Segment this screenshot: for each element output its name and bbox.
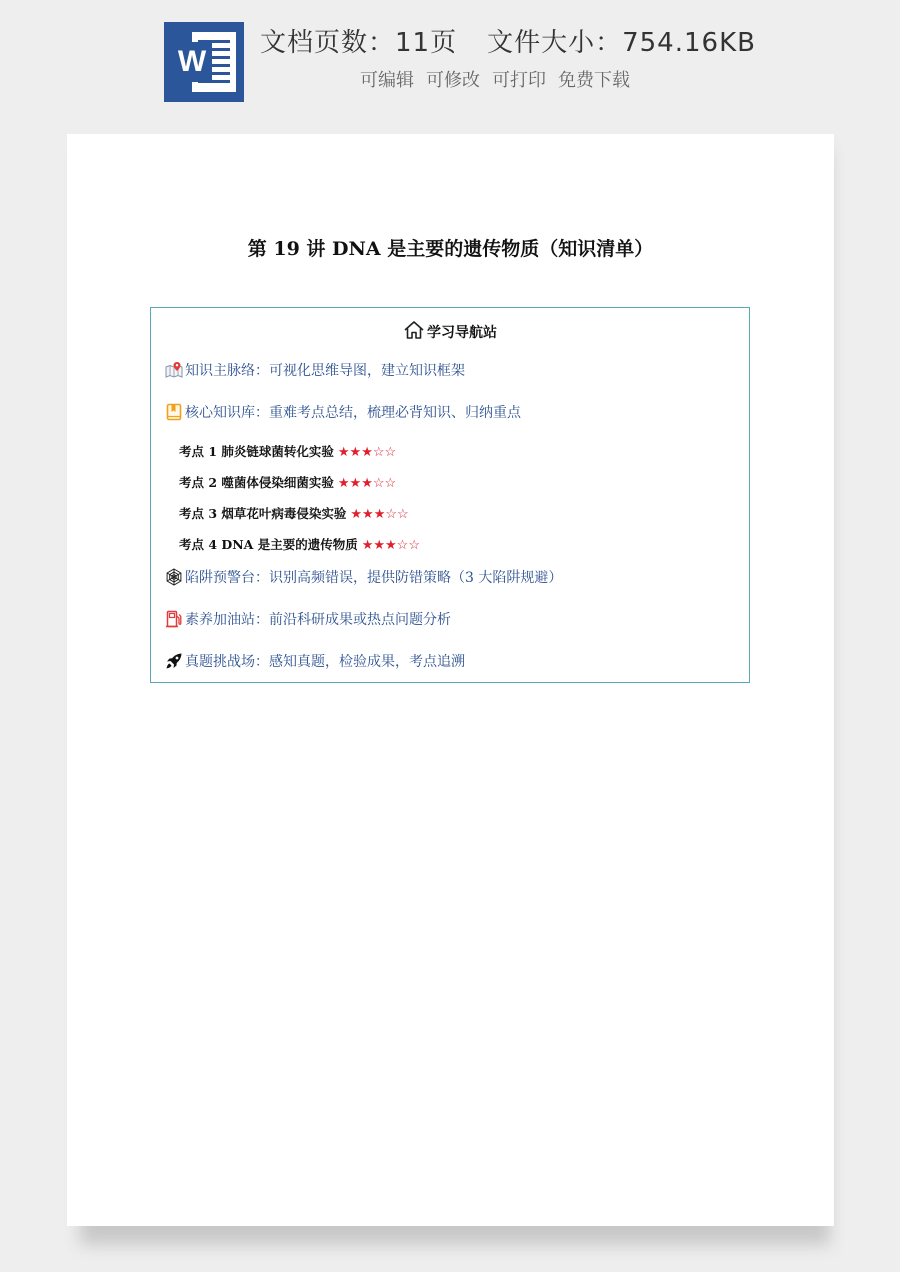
section-label: 核心知识库 [185, 405, 255, 421]
kaodian-item [179, 504, 409, 522]
feature-list [360, 66, 642, 92]
feature-editable: 可编辑 [360, 70, 414, 91]
kaodian-item [179, 535, 420, 553]
nav-header-title: 学习导航站 [427, 325, 497, 341]
section-label: 真题挑战场 [185, 654, 255, 670]
document-page [67, 134, 834, 1226]
fuel-pump-icon [165, 610, 183, 628]
section-knowledge-map: 知识主脉络：可视化思维导图，建立知识框架 [165, 360, 465, 380]
feature-modifiable: 可修改 [426, 70, 480, 91]
section-core-knowledge: 核心知识库：重难考点总结，梳理必背知识、归纳重点 [165, 402, 521, 422]
map-pin-icon [165, 361, 183, 379]
rating-stars: ★★★☆☆ [337, 476, 397, 491]
kaodian-name: 考点 4 DNA 是主要的遗传物质 [179, 537, 358, 552]
spider-web-icon [165, 568, 183, 586]
kaodian-name: 考点 3 烟草花叶病毒侵染实验 [179, 506, 347, 521]
rating-stars: ★★★☆☆ [350, 507, 409, 522]
kaodian-name: 考点 1 肺炎链球菌转化实验 [179, 444, 334, 459]
rating-stars: ★★★☆☆ [337, 445, 397, 460]
section-label: 素养加油站 [185, 612, 255, 628]
section-desc: 识别高频错误，提供防错策略（3 大陷阱规避） [269, 570, 563, 586]
home-icon [403, 320, 425, 344]
file-size: 文件大小：754.16KB [487, 28, 756, 58]
kaodian-item [179, 473, 396, 491]
word-icon [164, 22, 244, 102]
rocket-icon [165, 652, 183, 670]
section-label: 知识主脉络 [185, 363, 255, 379]
document-title: 第 19 讲 DNA 是主要的遗传物质（知识清单） [247, 238, 654, 260]
kaodian-name: 考点 2 噬菌体侵染细菌实验 [179, 475, 334, 490]
section-desc: 重难考点总结，梳理必背知识、归纳重点 [269, 405, 521, 421]
section-trap-warning: 陷阱预警台：识别高频错误，提供防错策略（3 大陷阱规避） [165, 567, 562, 587]
kaodian-item [179, 442, 396, 460]
page-count: 文档页数：11页 [260, 28, 458, 58]
rating-stars: ★★★☆☆ [361, 538, 420, 553]
book-icon [165, 403, 183, 421]
section-label: 陷阱预警台 [185, 570, 255, 586]
section-desc: 感知真题，检验成果，考点追溯 [269, 654, 465, 670]
learning-nav-box [150, 307, 750, 683]
section-exam-challenge: 真题挑战场：感知真题，检验成果，考点追溯 [165, 651, 465, 671]
feature-free-download: 免费下载 [558, 70, 630, 91]
section-desc: 前沿科研成果或热点问题分析 [269, 612, 451, 628]
doc-info [260, 22, 756, 59]
feature-printable: 可打印 [492, 70, 546, 91]
section-desc: 可视化思维导图，建立知识框架 [269, 363, 465, 379]
nav-header [151, 320, 749, 344]
word-letter: W [172, 42, 212, 82]
section-literacy-station: 素养加油站：前沿科研成果或热点问题分析 [165, 609, 451, 629]
